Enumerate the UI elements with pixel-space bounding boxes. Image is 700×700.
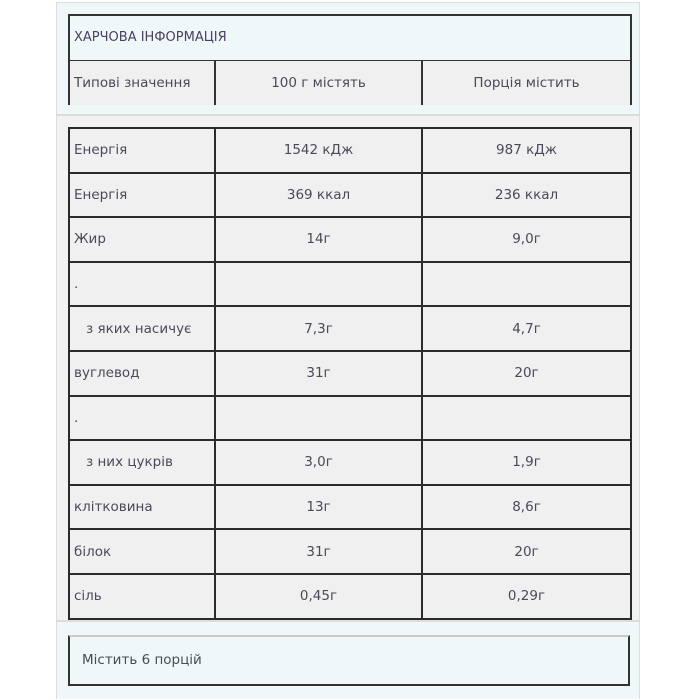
value-per-portion: 987 кДж bbox=[422, 128, 631, 173]
column-header-per-portion: Порція містить bbox=[422, 60, 631, 105]
value-per-portion: 4,7г bbox=[422, 306, 631, 351]
nutrition-values-table bbox=[68, 127, 632, 620]
value-per-100g: 31г bbox=[215, 529, 422, 574]
table-row bbox=[69, 173, 631, 218]
table-row bbox=[69, 485, 631, 530]
nutrient-label: сіль bbox=[69, 574, 215, 619]
nutrient-label: з них цукрів bbox=[69, 440, 215, 485]
value-per-100g: 0,45г bbox=[215, 574, 422, 619]
nutrient-label: з яких насичує bbox=[69, 306, 215, 351]
nutrient-label: вуглевод bbox=[69, 351, 215, 396]
nutrition-header-section bbox=[57, 3, 639, 116]
value-per-portion: 20г bbox=[422, 351, 631, 396]
value-per-portion: 20г bbox=[422, 529, 631, 574]
table-row bbox=[69, 262, 631, 307]
value-per-portion: 8,6г bbox=[422, 485, 631, 530]
nutrition-header-table bbox=[68, 14, 632, 105]
value-per-portion: 9,0г bbox=[422, 217, 631, 262]
table-row bbox=[69, 217, 631, 262]
nutrition-title: ХАРЧОВА ІНФОРМАЦІЯ bbox=[69, 15, 631, 60]
nutrient-label: клітковина bbox=[69, 485, 215, 530]
value-per-portion bbox=[422, 262, 631, 307]
value-per-100g: 14г bbox=[215, 217, 422, 262]
column-header-typical-values: Типові значення bbox=[69, 60, 215, 105]
value-per-100g: 13г bbox=[215, 485, 422, 530]
table-row bbox=[69, 351, 631, 396]
nutrient-label: Енергія bbox=[69, 128, 215, 173]
value-per-100g: 31г bbox=[215, 351, 422, 396]
servings-note: Містить 6 порцій bbox=[68, 635, 630, 686]
column-header-per-100g: 100 г містять bbox=[215, 60, 422, 105]
value-per-100g: 1542 кДж bbox=[215, 128, 422, 173]
nutrition-footer-section bbox=[57, 622, 639, 699]
value-per-portion: 1,9г bbox=[422, 440, 631, 485]
table-row bbox=[69, 440, 631, 485]
nutrient-label: білок bbox=[69, 529, 215, 574]
table-row bbox=[69, 529, 631, 574]
value-per-100g: 369 ккал bbox=[215, 173, 422, 218]
nutrient-label: . bbox=[69, 262, 215, 307]
value-per-portion bbox=[422, 396, 631, 441]
value-per-portion: 0,29г bbox=[422, 574, 631, 619]
nutrient-label: Жир bbox=[69, 217, 215, 262]
table-row bbox=[69, 574, 631, 619]
value-per-100g bbox=[215, 262, 422, 307]
value-per-100g bbox=[215, 396, 422, 441]
nutrition-info-panel bbox=[56, 2, 640, 699]
table-row bbox=[69, 396, 631, 441]
value-per-portion: 236 ккал bbox=[422, 173, 631, 218]
nutrition-values-section bbox=[57, 116, 639, 622]
nutrient-label: . bbox=[69, 396, 215, 441]
value-per-100g: 7,3г bbox=[215, 306, 422, 351]
table-row bbox=[69, 306, 631, 351]
nutrient-label: Енергія bbox=[69, 173, 215, 218]
table-row bbox=[69, 128, 631, 173]
value-per-100g: 3,0г bbox=[215, 440, 422, 485]
